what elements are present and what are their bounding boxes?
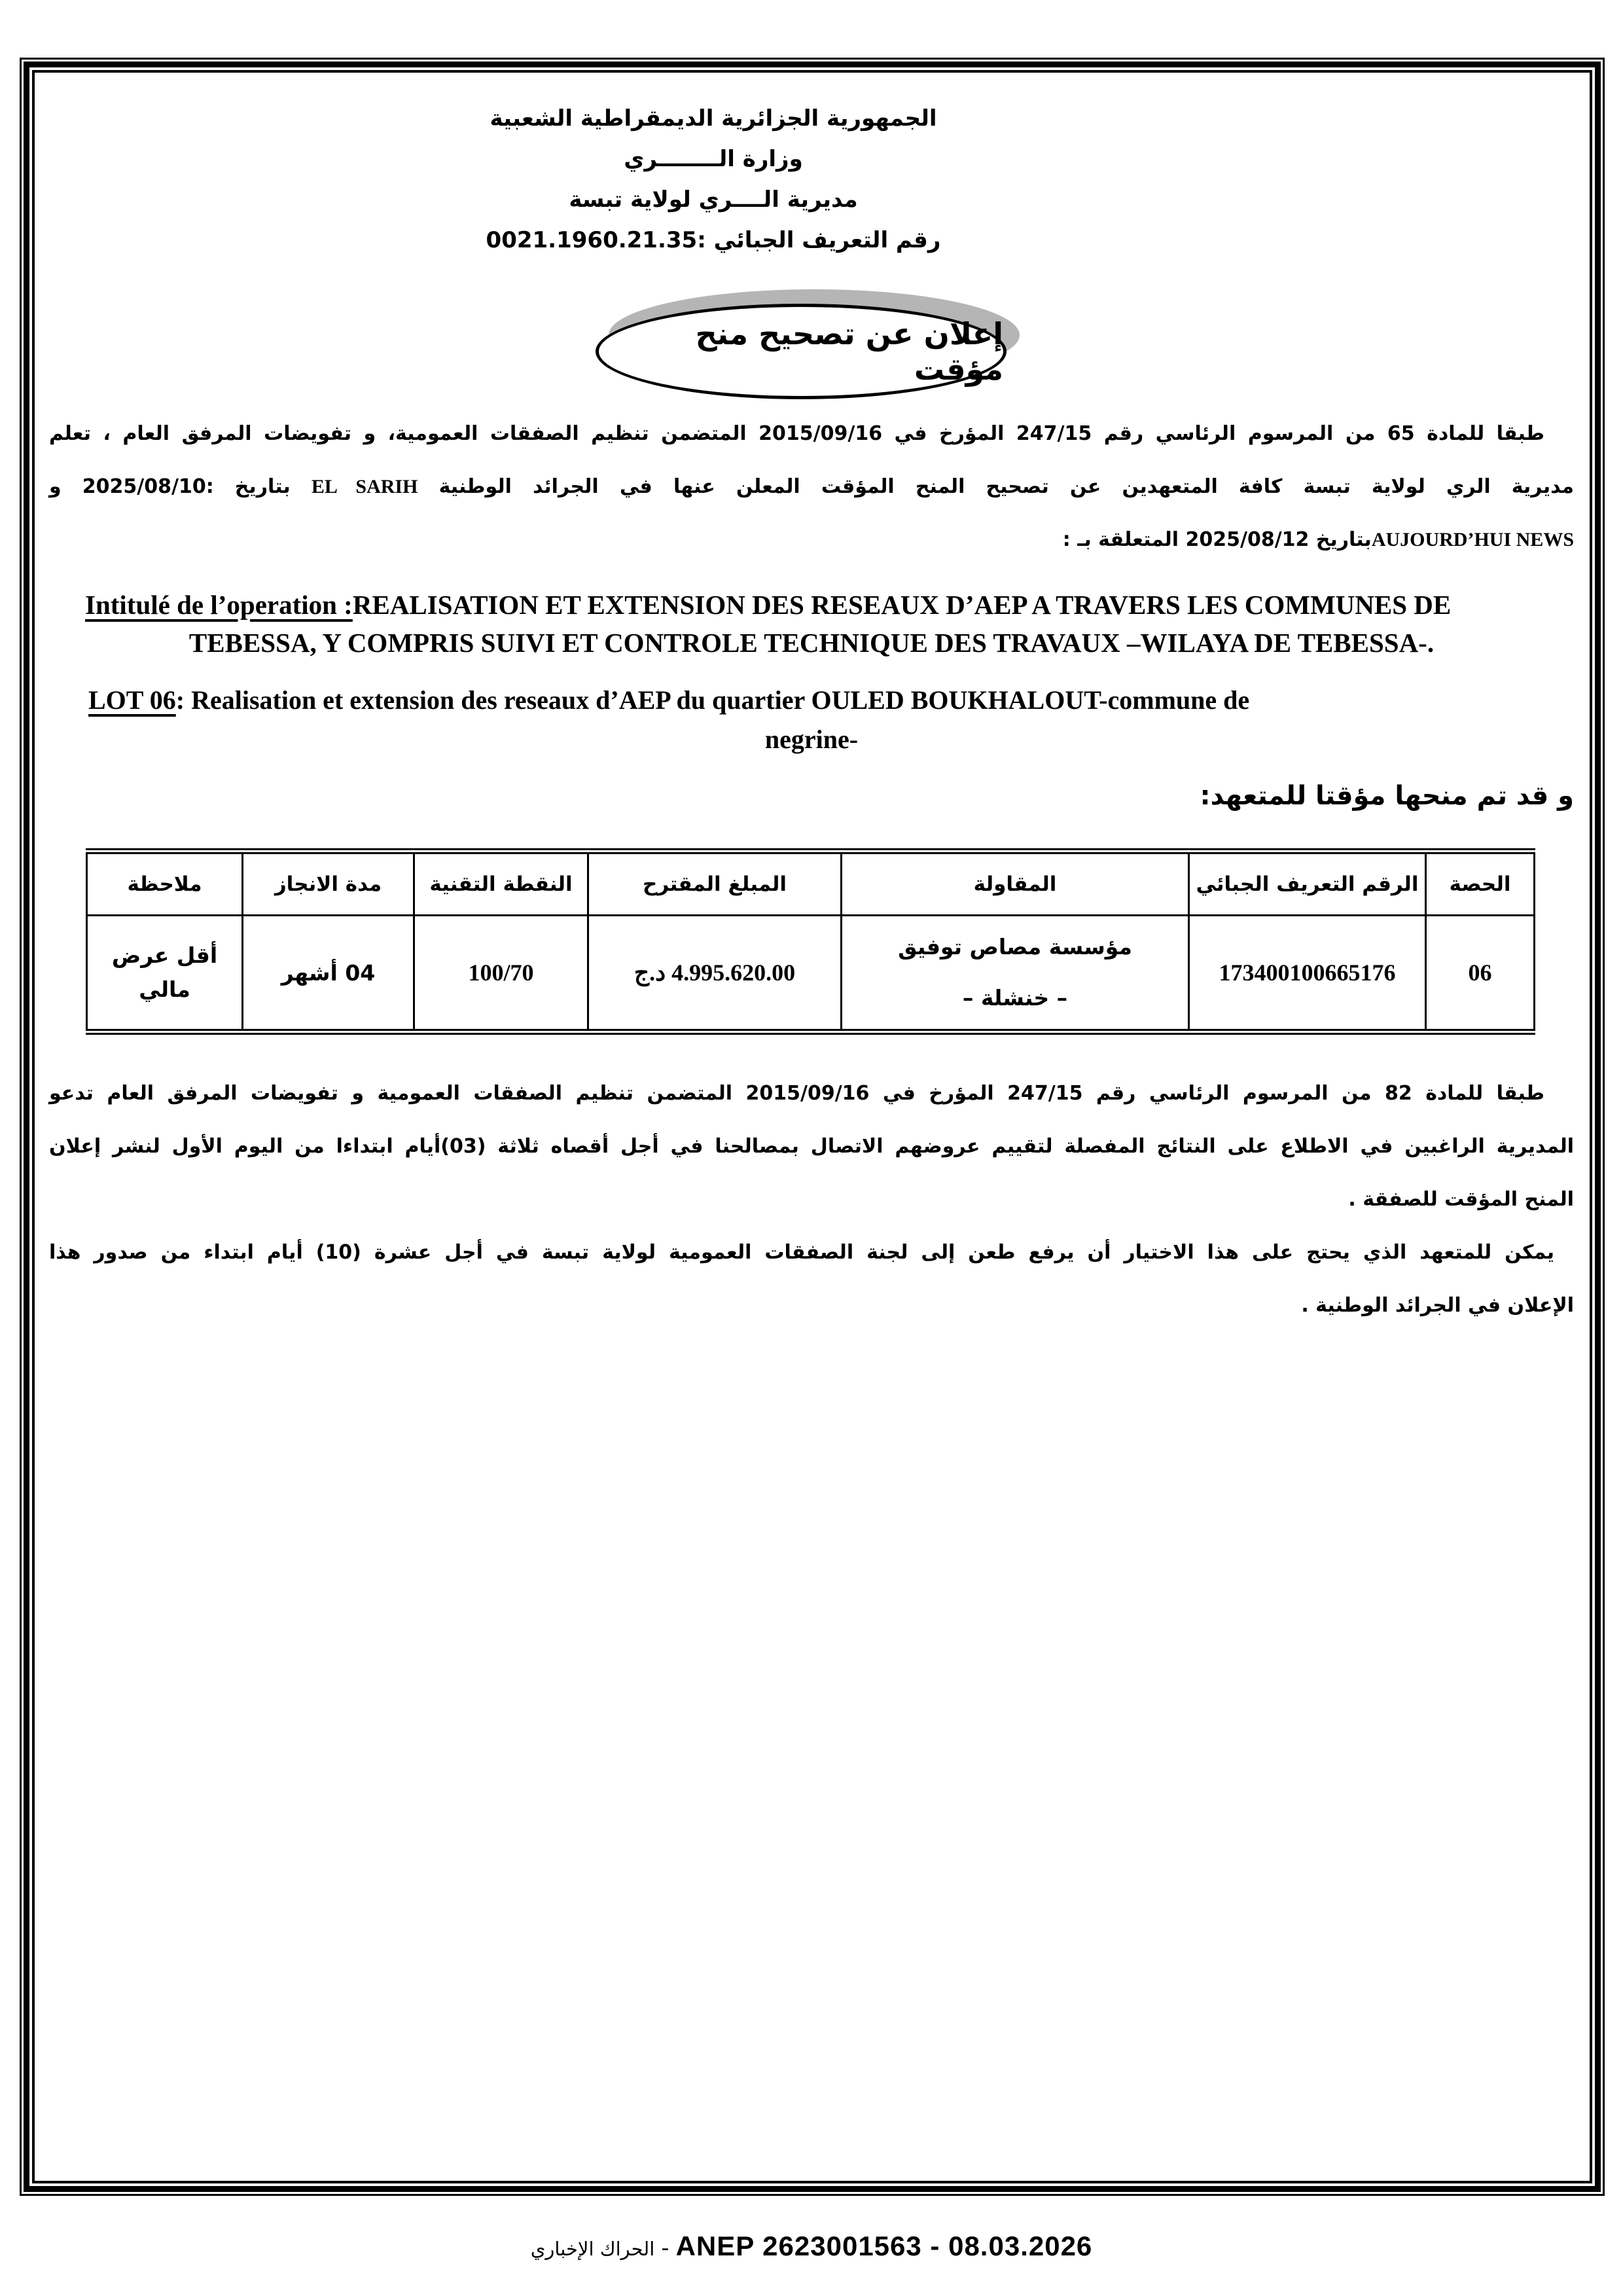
cell-share: 06 — [1426, 916, 1535, 1032]
header-cell-duration: مدة الانجاز — [243, 852, 414, 916]
operation-label: Intitulé de l’operation : — [85, 590, 353, 620]
ministry-line: وزارة الــــــــري — [624, 146, 803, 172]
news-agency-name: الحراك الإخباري — [530, 2238, 655, 2260]
page-footer — [0, 2231, 1623, 2262]
award-statement: و قد تم منحها مؤقتا للمتعهد: — [1200, 781, 1574, 811]
lot-title-block — [49, 681, 1574, 759]
header-cell-technical-score: النقطة التقنية — [414, 852, 588, 916]
note-line-1: أقل عرض — [111, 942, 218, 968]
operation-line-1 — [49, 586, 1574, 624]
note-line-2: مالي — [139, 977, 190, 1002]
header-cell-note: ملاحظة — [87, 852, 243, 916]
announcement-title-oval — [596, 289, 1020, 395]
contractor-name: مؤسسة مصاص توفيق — [898, 934, 1132, 960]
newspaper-name-el-sarih: EL SARIH — [311, 476, 418, 497]
intro-paragraph — [49, 407, 1574, 566]
lot-line-1 — [49, 681, 1574, 720]
intro-line-2-date: بتاريخ :2025/08/10 و — [49, 475, 312, 498]
header-cell-contractor: المقاولة — [842, 852, 1189, 916]
contractor-location: – خنشلة – — [962, 985, 1068, 1011]
announcement-title: إعلان عن تصحيح منح مؤقت — [695, 316, 1003, 387]
republic-line: الجمهورية الجزائرية الديمقراطية الشعبية — [490, 105, 937, 132]
lot-label: LOT 06 — [88, 685, 176, 715]
article82-line-1: طبقا للمادة 82 من المرسوم الرئاسي رقم 247/15 المؤرخ في 2015/09/16 المتضمن تنظيم الصفقات العمومية و تفويضات المرفق العام تدعو — [49, 1082, 1544, 1105]
cell-duration: 04 أشهر — [243, 916, 414, 1032]
results-table — [86, 848, 1535, 1035]
appeal-paragraph — [49, 1226, 1574, 1332]
appeal-line-2: الإعلان في الجرائد الوطنية . — [1301, 1294, 1574, 1317]
operation-line-2: TEBESSA, Y COMPRIS SUIVI ET CONTROLE TECHNIQUE DES TRAVAUX –WILAYA DE TEBESSA-. — [188, 628, 1435, 658]
cell-tax-id: 173400100665176 — [1189, 916, 1426, 1032]
cell-technical-score: 100/70 — [414, 916, 588, 1032]
directorate-line: مديرية الــــري لولاية تبسة — [569, 187, 858, 213]
intro-line-2-arabic: مديرية الري لولاية تبسة كافة المتعهدين عن تصحيح المنح المؤقت المعلن عنها في الجرائد الوطنية — [418, 475, 1575, 498]
article82-line-2: المديرية الراغبين في الاطلاع على النتائج المفصلة لتقييم عروضهم الاتصال بمصالحنا في أجل أقصاه ثلاثة (03)أيام ابتداءا من اليوم الأول لنشر إعلان — [49, 1135, 1574, 1158]
intro-line-1: طبقا للمادة 65 من المرسوم الرئاسي رقم 247/15 المؤرخ في 2015/09/16 المتضمن تنظيم الصفقات العمومية، و تفويضات المرفق العام ، تعلم — [49, 422, 1544, 445]
cell-contractor — [842, 916, 1189, 1032]
oval-border — [596, 304, 1007, 399]
lot-line-1-rest: : Realisation et extension des reseaux d’AEP du quartier OULED BOUKHALOUT-commune de — [175, 685, 1250, 715]
intro-line-2 — [49, 460, 1574, 513]
newspaper-name-aujourdhui-news: AUJOURD’HUI NEWS — [1371, 529, 1574, 550]
table-row — [87, 916, 1535, 1032]
header-cell-tax-id: الرقم التعريف الجبائي — [1189, 852, 1426, 916]
government-header — [49, 98, 1378, 260]
footer-separator: - — [661, 2235, 669, 2261]
operation-title-block — [49, 586, 1574, 662]
cell-note — [87, 916, 243, 1032]
header-cell-amount: المبلغ المقترح — [588, 852, 842, 916]
lot-line-2: negrine- — [764, 725, 859, 754]
article82-line-3: المنح المؤقت للصفقة . — [1348, 1188, 1574, 1211]
intro-line-3 — [49, 513, 1574, 566]
cell-amount: 4.995.620.00 د.ج — [588, 916, 842, 1032]
header-cell-share: الحصة — [1426, 852, 1535, 916]
intro-line-3-date: بتاريخ 2025/08/12 المتعلقة بـ : — [1062, 528, 1372, 551]
article82-paragraph — [49, 1067, 1574, 1226]
tax-id-line: رقم التعريف الجبائي :0021.1960.21.35 — [486, 227, 941, 253]
appeal-line-1: يمكن للمتعهد الذي يحتج على هذا الاختيار أن يرفع طعن إلى لجنة الصفقات العمومية لولاية تبسة في أجل عشرة (10) أيام ابتداء من صدور هذا — [49, 1241, 1554, 1264]
operation-line-1-rest: REALISATION ET EXTENSION DES RESEAUX D’AEP A TRAVERS LES COMMUNES DE — [352, 590, 1452, 620]
anep-reference: ANEP 2623001563 - 08.03.2026 — [675, 2231, 1093, 2261]
table-header-row — [87, 852, 1535, 916]
